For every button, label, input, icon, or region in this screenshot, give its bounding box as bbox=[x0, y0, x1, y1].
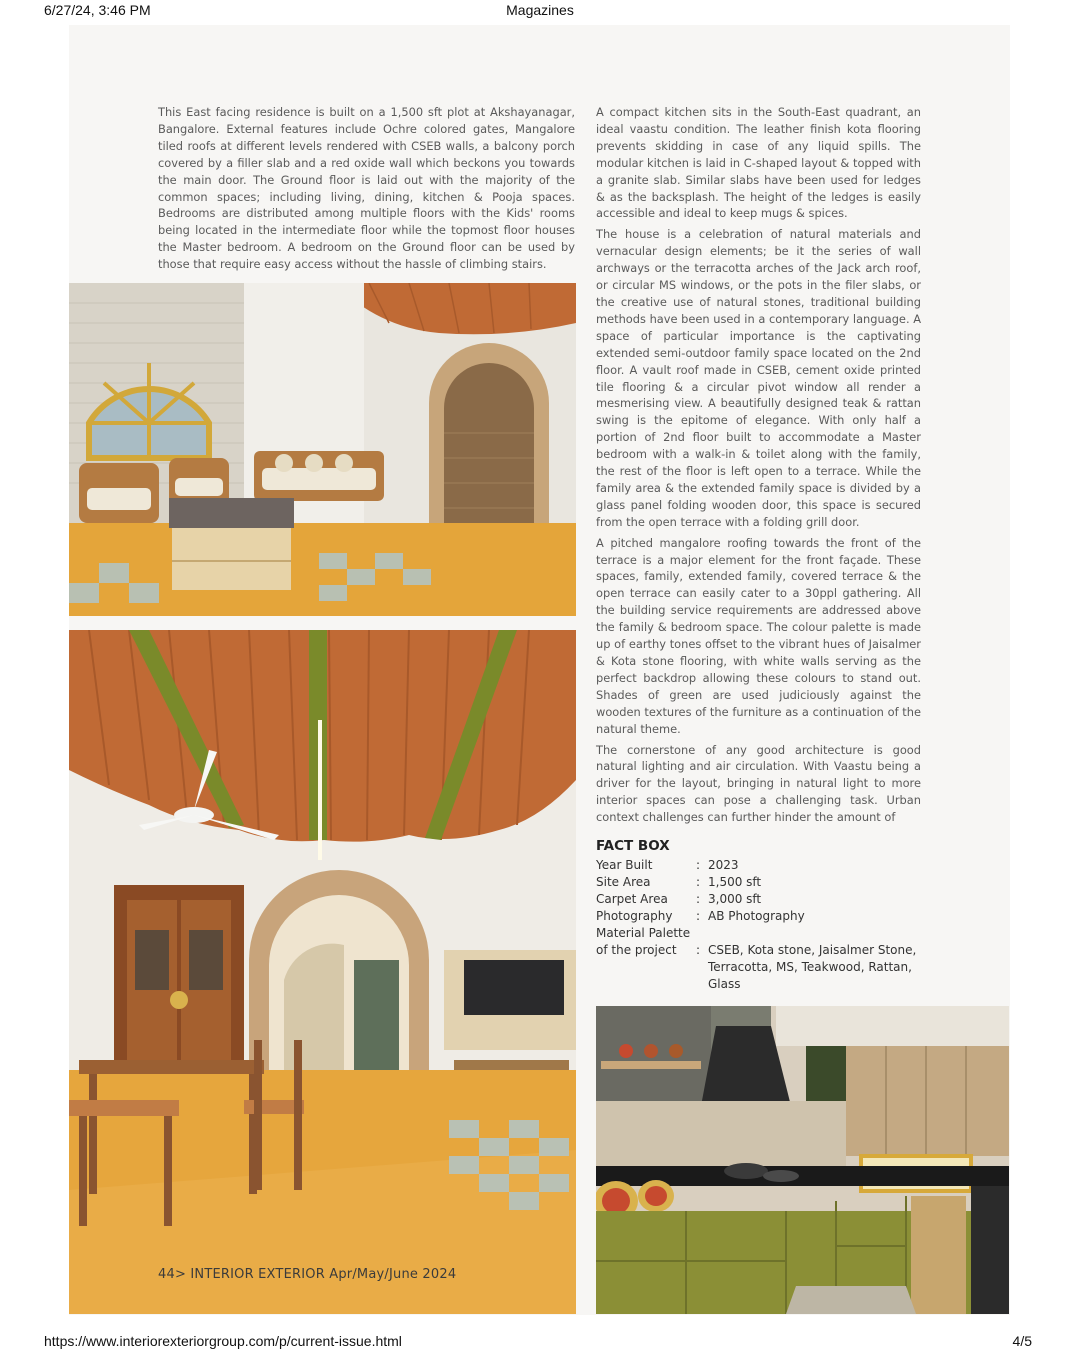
fact-row bbox=[596, 874, 926, 891]
body-paragraph-4: The cornerstone of any good architecture is good natural lighting and air circulation. With Vaastu being a driver for the layout, bringing in natural light to more interior spaces can pose a challenging task. Urban context challenges can further hinder the amount of bbox=[596, 742, 921, 825]
article-body-right bbox=[596, 104, 921, 830]
fact-value: 3,000 sft bbox=[708, 892, 762, 906]
print-datetime: 6/27/24, 3:46 PM bbox=[44, 2, 151, 18]
fact-label: of the project bbox=[596, 943, 677, 957]
body-paragraph-1: A compact kitchen sits in the South-East quadrant, an ideal vaastu condition. The leather finish kota flooring prevents skidding in case of any liquid spills. The modular kitchen is laid in C-shaped layout & topped with a granite slab. Similar slabs have been used for ledges & as the backsplash. The height of the ledges is easily accessible and ideal to keep mugs & spices. bbox=[596, 105, 921, 221]
fact-value: AB Photography bbox=[708, 909, 805, 923]
body-paragraph-2: The house is a celebration of natural materials and vernacular design elements; be it the series of wall archways or the terracotta arches of the Jack arch roof, or circular MS windows, or the pots in the filer slabs, or the creative use of natural stones, traditional building methods have been used in a contemporary language. A space of particular importance is the captivating extended semi-outdoor family space located on the 2nd floor. A vault roof made in CSEB, cement oxide printed tile flooring & a circular pivot window all render a mesmerising view. A beautifully designed teak & rattan swing is the epitome of elegance. With only half a portion of 2nd floor built to accommodate a Master bedroom with a walk-in & toilet along with the family, the rest of the floor is left open to a terrace. While the family area & the extended family space is divided by a glass panel folding wooden door, this space is secured from the open terrace with a folding grill door. bbox=[596, 227, 921, 529]
fact-box-title: FACT BOX bbox=[596, 838, 670, 854]
print-footer bbox=[0, 1333, 1080, 1351]
print-header bbox=[0, 2, 1080, 20]
page-counter: 4/5 bbox=[1012, 1333, 1032, 1349]
fact-value: CSEB, Kota stone, Jaisalmer Stone, Terracotta, MS, Teakwood, Rattan, Glass bbox=[708, 943, 917, 991]
page-url[interactable]: https://www.interiorexteriorgroup.com/p/current-issue.html bbox=[44, 1333, 402, 1349]
fact-separator: : bbox=[696, 943, 701, 957]
page-folio: 44> INTERIOR EXTERIOR Apr/May/June 2024 bbox=[158, 1267, 457, 1282]
fact-label: Material Palette bbox=[596, 926, 691, 940]
article-intro bbox=[158, 104, 575, 277]
fact-value: 1,500 sft bbox=[708, 875, 762, 889]
fact-box bbox=[596, 838, 926, 993]
fact-separator: : bbox=[696, 875, 701, 889]
fact-row bbox=[596, 942, 926, 993]
fact-row bbox=[596, 891, 926, 908]
intro-paragraph: This East facing residence is built on a 1,500 sft plot at Akshayanagar, Bangalore. External features include Ochre colored gates, Mangalore tiled roofs at different levels rendered with CSEB walls, a balcony porch covered by a filler slab and a red oxide wall which beckons you towards the main door. The Ground floor is laid out with the majority of the common spaces; including living, dining, kitchen & Pooja spaces. Bedrooms are distributed among multiple floors with the Kids' rooms being located in the intermediate floor while the topmost floor houses the Master bedroom. A bedroom on the Ground floor can be used by those that require easy access without the hassle of climbing stairs. bbox=[158, 105, 575, 272]
fact-row bbox=[596, 908, 926, 925]
print-page-title: Magazines bbox=[506, 2, 574, 18]
kitchen-photo bbox=[596, 1006, 1009, 1314]
dining-hall-photo bbox=[69, 630, 576, 1314]
fact-label: Year Built bbox=[596, 858, 653, 872]
fact-separator: : bbox=[696, 892, 701, 906]
fact-label: Photography bbox=[596, 909, 673, 923]
fact-row bbox=[596, 857, 926, 874]
fact-value: 2023 bbox=[708, 858, 739, 872]
fact-label: Carpet Area bbox=[596, 892, 668, 906]
living-room-photo bbox=[69, 283, 576, 616]
fact-label: Site Area bbox=[596, 875, 651, 889]
fact-separator: : bbox=[696, 909, 701, 923]
body-paragraph-3: A pitched mangalore roofing towards the front of the terrace is a major element for the front façade. These spaces, family, extended family, covered terrace & the open terrace can easily cater to a 30ppl gathering. All the building service requirements are addressed above the family & bedroom space. The colour palette is made up of earthy tones offset to the vibrant hues of Jaisalmer & Kota stone flooring, with white walls serving as the perfect backdrop allowing these colours to stand out. Shades of green are used judiciously against the wooden textures of the furniture as a continuation of the natural theme. bbox=[596, 535, 921, 736]
fact-separator: : bbox=[696, 858, 701, 872]
fact-row bbox=[596, 925, 926, 942]
